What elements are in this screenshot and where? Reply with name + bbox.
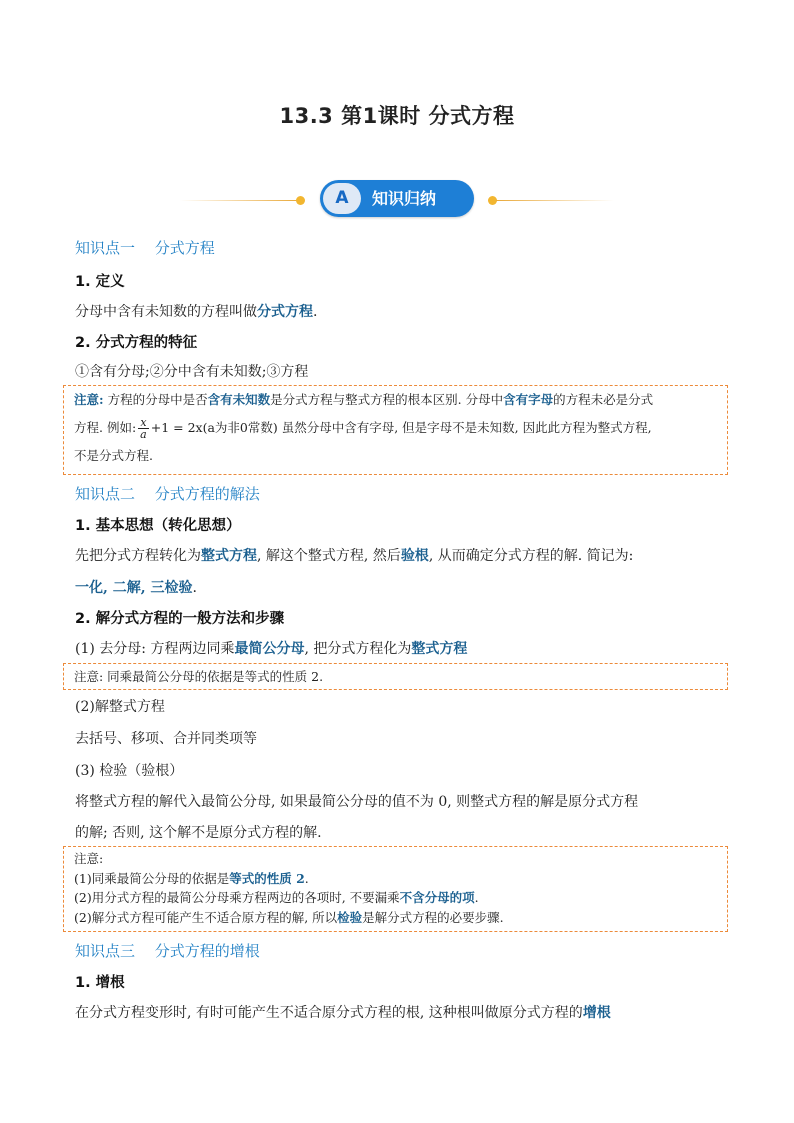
text: , 解这个整式方程, 然后 <box>257 548 401 564</box>
text: 的方程未必是分式 <box>553 392 654 407</box>
kp2-idea-text <box>75 545 633 565</box>
note-line <box>74 869 719 889</box>
highlight: 增根 <box>582 1005 611 1021</box>
section-banner <box>0 180 794 218</box>
note-line: 不是分式方程. <box>74 448 153 463</box>
banner-pill <box>320 180 474 217</box>
note-line <box>74 888 719 908</box>
banner-letter: A <box>323 183 361 214</box>
banner-label: 知识归纳 <box>372 189 437 208</box>
kp2-idea-title: 1. 基本思想（转化思想） <box>75 518 241 534</box>
text: (2)解分式方程可能产生不适合原方程的解, 所以 <box>74 909 338 925</box>
fraction-numerator: x <box>138 417 149 429</box>
text: , 从而确定分式方程的解. 简记为: <box>428 548 634 564</box>
highlight: 不含分母的项 <box>399 890 475 905</box>
note-box-1 <box>63 385 728 475</box>
note-label: 注意: <box>74 851 104 866</box>
banner-line-left <box>180 200 298 201</box>
text: , 把分式方程化为 <box>304 641 412 657</box>
text: . <box>313 304 318 320</box>
highlight: 最简公分母 <box>234 641 305 657</box>
kp2-steps-title: 2. 解分式方程的一般方法和步骤 <box>75 611 285 627</box>
fraction-denominator: a <box>140 428 147 441</box>
kp3-root-text <box>75 1002 611 1022</box>
kp2-step3-text-a: 将整式方程的解代入最简公分母, 如果最简公分母的值不为 0, 则整式方程的解是原分式方程 <box>75 794 639 810</box>
kp1-def-title: 1. 定义 <box>75 274 125 290</box>
kp1-def-text <box>75 301 317 321</box>
text: 方程. 例如: <box>74 420 137 435</box>
text: (2)用分式方程的最简公分母乘方程两边的各项时, 不要漏乘 <box>74 890 400 905</box>
note-label: 注意: <box>74 392 104 407</box>
text: (1) 去分母: 方程两边同乘 <box>75 641 235 657</box>
text: . <box>304 870 309 886</box>
kp1-feat-text: ①含有分母;②分中含有未知数;③方程 <box>75 364 309 380</box>
text: . <box>192 580 197 596</box>
highlight: 一化, 二解, 三检验 <box>75 580 193 596</box>
highlight: 整式方程 <box>201 548 257 564</box>
highlight: 含有字母 <box>503 392 554 407</box>
highlight: 整式方程 <box>411 641 468 657</box>
note-line <box>74 388 719 412</box>
note-box-3 <box>63 846 728 932</box>
fraction <box>138 417 149 440</box>
kp2-summary <box>75 577 197 597</box>
highlight: 检验 <box>337 909 363 925</box>
page-title: 13.3 第1课时 分式方程 <box>279 104 515 128</box>
kp1-heading: 知识点一 分式方程 <box>75 239 215 257</box>
highlight: 等式的性质 2 <box>229 870 305 886</box>
note-line <box>74 908 719 928</box>
kp2-step2: (2)解整式方程 <box>75 699 165 715</box>
note-line: 注意: 同乘最简公分母的依据是等式的性质 2. <box>74 669 324 684</box>
banner-dot-left <box>296 196 305 205</box>
note-line <box>74 412 719 444</box>
highlight: 分式方程 <box>257 304 313 320</box>
kp1-feat-title: 2. 分式方程的特征 <box>75 335 198 351</box>
text: 在分式方程变形时, 有时可能产生不适合原分式方程的根, 这种根叫做原分式方程的 <box>75 1005 583 1021</box>
text: +1 = 2x(a为非0常数) 虽然分母中含有字母, 但是字母不是未知数, 因此此方程为整式方程, <box>150 420 652 435</box>
text: 分母中含有未知数的方程叫做 <box>75 304 257 320</box>
text: . <box>474 890 479 905</box>
kp2-step1 <box>75 638 467 658</box>
highlight: 验根 <box>400 548 429 564</box>
kp2-step3-text-b: 的解; 否则, 这个解不是原分式方程的解. <box>75 825 322 841</box>
kp3-root-title: 1. 增根 <box>75 975 125 991</box>
highlight: 含有未知数 <box>207 392 271 407</box>
text: 先把分式方程转化为 <box>75 548 201 564</box>
text: 方程的分母中是否 <box>103 392 208 407</box>
text: 是分式方程与整式方程的根本区别. 分母中 <box>270 392 504 407</box>
kp2-step3: (3) 检验（验根） <box>75 763 184 779</box>
kp2-heading: 知识点二 分式方程的解法 <box>75 485 260 503</box>
note-box-2 <box>63 663 728 690</box>
text: (1)同乘最简公分母的依据是 <box>74 870 230 886</box>
banner-line-right <box>496 200 614 201</box>
kp3-heading: 知识点三 分式方程的增根 <box>75 942 260 960</box>
kp2-step2-detail: 去括号、移项、合并同类项等 <box>75 731 257 747</box>
text: 是解分式方程的必要步骤. <box>362 909 504 925</box>
